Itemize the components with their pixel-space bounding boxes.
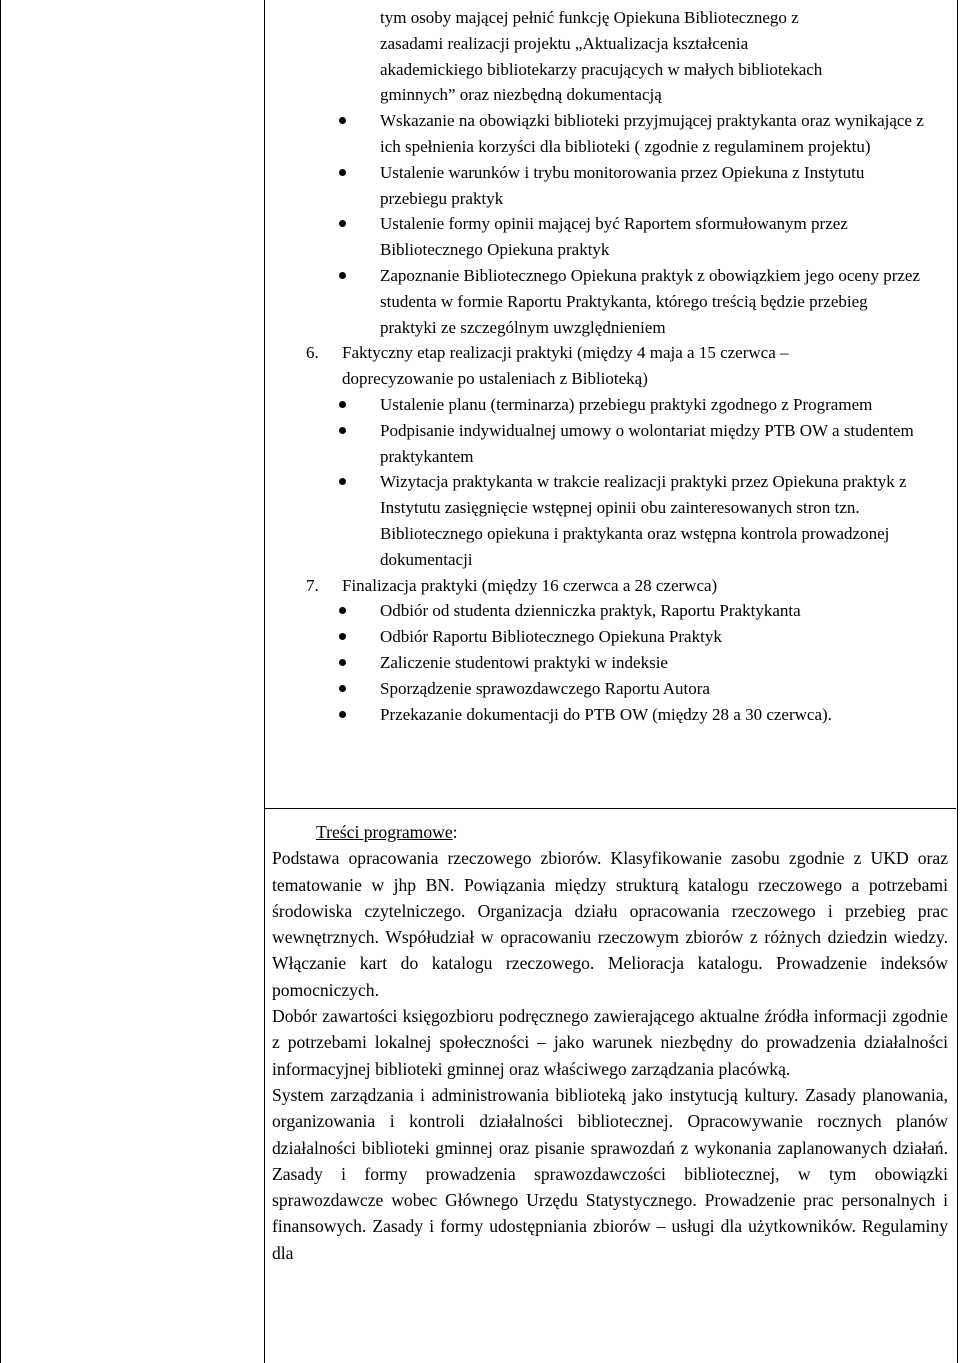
step-7-list: [306, 598, 926, 727]
program-content-section: [272, 819, 948, 1266]
program-paragraph: Dobór zawartości księgozbioru podręcznego zawierającego aktualne źródła informacji zgodnie z potrzebami lokalnej społeczności – jako warunek niezbędny do prowadzenia działalności informacyjnej biblioteki gminnej oraz właściwego zarządzania placówką.: [272, 1006, 948, 1079]
table-right-border: [957, 0, 958, 1363]
step-title: Faktyczny etap realizacji praktyki (między 4 maja a 15 czerwca –: [342, 343, 789, 363]
table-left-border: [0, 0, 1, 1363]
step-number: 6.: [306, 343, 319, 363]
list-item: Wizytacja praktykanta w trakcie realizacji praktyki przez Opiekuna praktyk z Instytutu zasięgnięcie wstępnej opinii obu zainteresowanych stron tzn. Bibliotecznego opiekuna i praktykanta oraz wstępna kontrola prowadzonej dokumentacji: [380, 469, 926, 572]
list-item: Zaliczenie studentowi praktyki w indeksie: [380, 650, 926, 676]
step-6-heading: [306, 340, 926, 392]
program-heading-text: Treści programowe: [316, 822, 453, 842]
list-item: Ustalenie warunków i trybu monitorowania przez Opiekuna z Instytutu przebiegu praktyk: [380, 160, 926, 212]
list-item: Ustalenie formy opinii mającej być Raportem sformułowanym przez Bibliotecznego Opiekuna praktyk: [380, 211, 926, 263]
intro-line: tym osoby mającej pełnić funkcję Opiekuna Bibliotecznego z: [380, 8, 799, 27]
program-paragraph: Podstawa opracowania rzeczowego zbiorów. Klasyfikowanie zasobu zgodnie z UKD oraz tematowanie w jhp BN. Powiązania między strukturą katalogu rzeczowego a potrzebami środowiska czytelniczego. Organizacja działu opracowania rzeczowego i przebieg prac wewnętrznych. Współudział w opracowaniu rzeczowym zbiorów z różnych dziedzin wiedzy. Włączanie kart do katalogu rzeczowego. Melioracja katalogu. Prowadzenie indeksów pomocniczych.: [272, 848, 948, 1000]
intro-line: akademickiego bibliotekarzy pracujących w małych bibliotekach: [380, 59, 823, 79]
program-heading: [272, 819, 948, 845]
table-row-divider: [264, 808, 956, 809]
step-title: Finalizacja praktyki (między 16 czerwca a 28 czerwca): [342, 575, 718, 595]
list-item: Przekazanie dokumentacji do PTB OW (między 28 a 30 czerwca).: [380, 702, 926, 728]
intro-line: gminnych” oraz niezbędną dokumentacją: [380, 85, 662, 105]
list-item: Odbiór Raportu Bibliotecznego Opiekuna Praktyk: [380, 624, 926, 650]
step-number: 7.: [306, 575, 319, 595]
schedule-section: [306, 5, 926, 727]
table-column-divider: [264, 0, 265, 1363]
program-paragraph: System zarządzania i administrowania biblioteką jako instytucją kultury. Zasady planowania, organizowania i kontroli działalności bibliotecznej. Opracowywanie rocznych planów działalności biblioteki gminnej oraz pisanie sprawozdań z wykonania zaplanowanych działań. Zasady i formy prowadzenia sprawozdawczości bibliotecznej, w tym obowiązki sprawozdawcze wobec Głównego Urzędu Statystycznego. Prowadzenie prac personalnych i finansowych. Zasady i formy udostępniania zbiorów – usługi dla użytkowników. Regulaminy dla: [272, 1084, 948, 1263]
list-item: Zapoznanie Bibliotecznego Opiekuna praktyk z obowiązkiem jego oceny przez studenta w formie Raportu Praktykanta, którego treścią będzie przebieg praktyki ze szczególnym uwzględnieniem: [380, 263, 926, 340]
list-item: Sporządzenie sprawozdawczego Raportu Autora: [380, 676, 926, 702]
intro-text: [306, 5, 926, 108]
step-7-heading: [306, 573, 926, 599]
list-item: Podpisanie indywidualnej umowy o wolontariat między PTB OW a studentem praktykantem: [380, 418, 926, 470]
list-item: Odbiór od studenta dzienniczka praktyk, Raportu Praktykanta: [380, 598, 926, 624]
program-heading-colon: :: [452, 822, 458, 842]
bullet-list-a: [306, 108, 926, 340]
step-6-list: [306, 392, 926, 573]
step-title-continuation: doprecyzowanie po ustaleniach z Biblioteką): [342, 369, 648, 389]
list-item: Ustalenie planu (terminarza) przebiegu praktyki zgodnego z Programem: [380, 392, 926, 418]
list-item: Wskazanie na obowiązki biblioteki przyjmującej praktykanta oraz wynikające z ich spełnienia korzyści dla biblioteki ( zgodnie z regulaminem projektu): [380, 108, 926, 160]
intro-line: zasadami realizacji projektu „Aktualizacja kształcenia: [380, 33, 749, 53]
